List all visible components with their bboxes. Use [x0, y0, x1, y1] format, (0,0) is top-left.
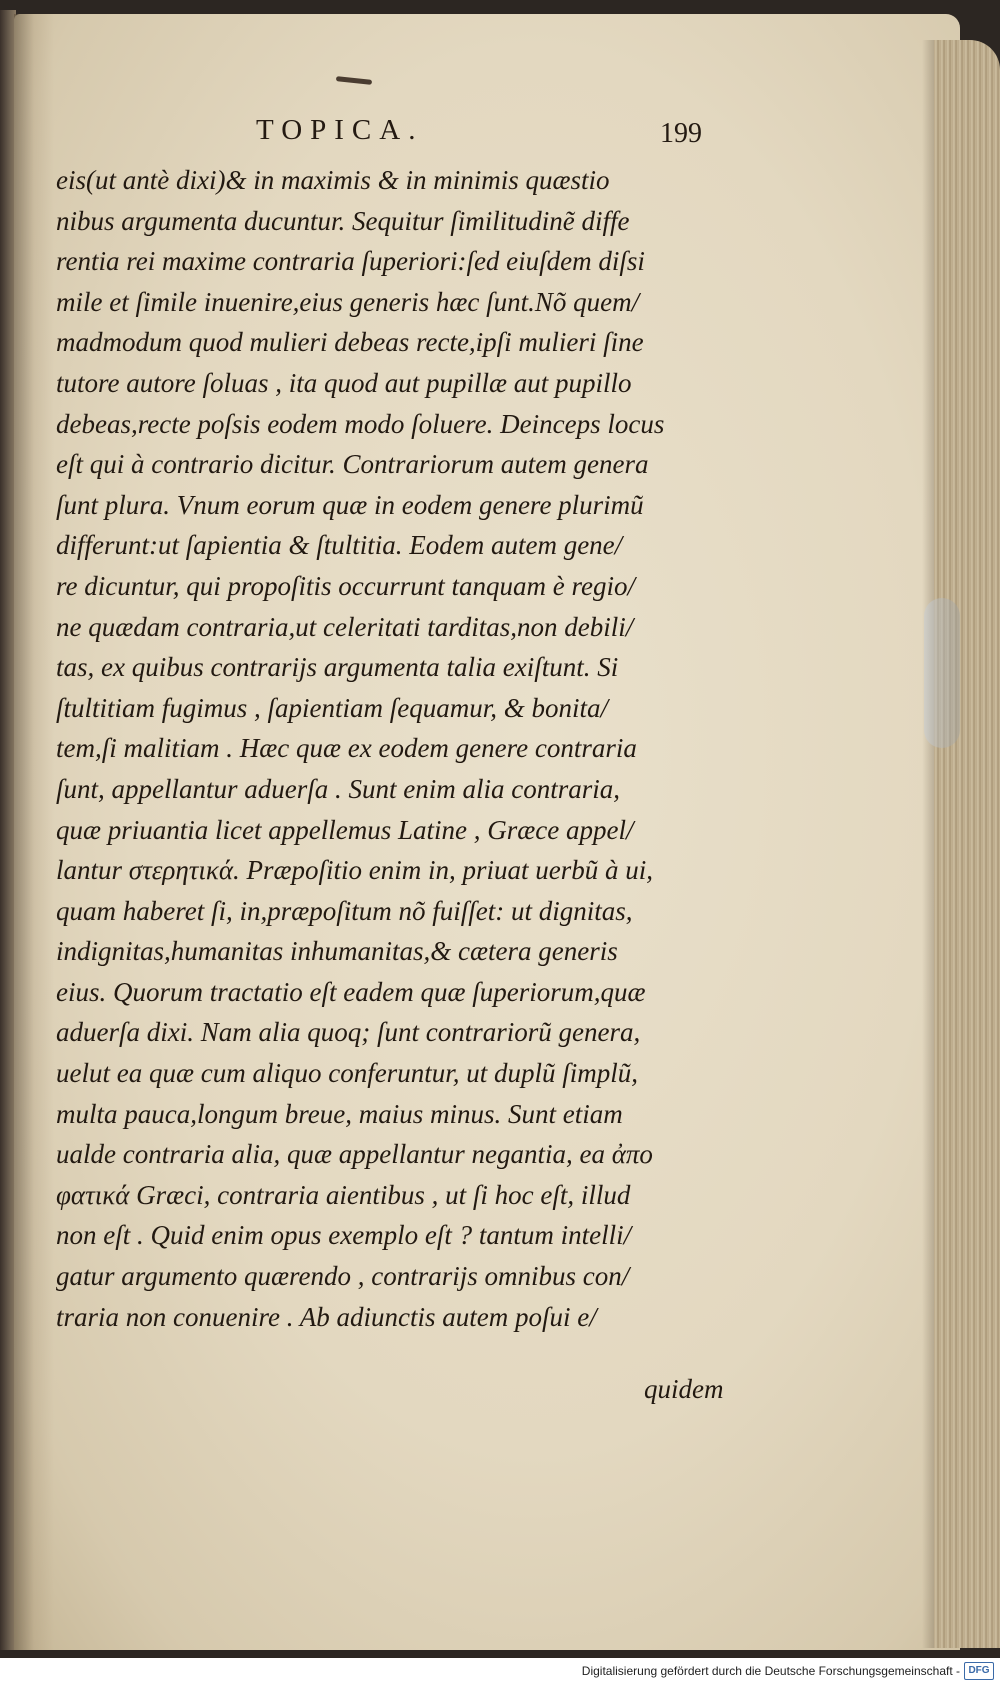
- text-line: quæ priuantia licet appellemus Latine , Græce appel/: [56, 814, 634, 845]
- page-gutter-shadow: [14, 14, 54, 1650]
- text-line: ualde contraria alia, quæ appellantur negantia, ea ἀπο: [56, 1139, 653, 1170]
- text-line: uelut ea quæ cum aliquo conferuntur, ut duplũ ſimplũ,: [56, 1058, 638, 1089]
- text-line: ſunt plura. Vnum eorum quæ in eodem genere plurimũ: [56, 489, 644, 520]
- text-line: eſt qui à contrario dicitur. Contrariorum autem genera: [56, 449, 649, 480]
- text-line: gatur argumento quærendo , contrarijs omnibus con/: [56, 1261, 630, 1292]
- page-clip: [924, 598, 960, 748]
- text-line: non eſt . Quid enim opus exemplo eſt ? tantum intelli/: [56, 1220, 632, 1251]
- running-head: TOPICA.: [256, 114, 424, 146]
- catchword: quidem: [644, 1374, 724, 1404]
- text-line: tutore autore ſoluas , ita quod aut pupillæ aut pupillo: [56, 367, 632, 398]
- text-line: ne quædam contraria,ut celeritati tarditas,non debili/: [56, 611, 634, 642]
- text-block: [56, 160, 756, 1337]
- text-line: tem,ſi malitiam . Hæc quæ ex eodem genere contraria: [56, 733, 637, 764]
- text-line: nibus argumenta ducuntur. Sequitur ſimilitudinẽ diffe: [56, 205, 630, 236]
- fore-edge: [934, 40, 1000, 1648]
- text-line: aduerſa dixi. Nam alia quoq; ſunt contrariorũ genera,: [56, 1017, 641, 1048]
- text-line: lantur στερητικά. Præpoſitio enim in, priuat uerbũ à ui,: [56, 855, 654, 886]
- text-line: rentia rei maxime contraria ſuperiori:ſed eiuſdem diſsi: [56, 246, 645, 277]
- text-line: φατικά Græci, contraria aientibus , ut ſi hoc eſt, illud: [56, 1179, 631, 1210]
- text-line: indignitas,humanitas inhumanitas,& cætera generis: [56, 936, 618, 967]
- text-line: quam haberet ſi, in,præpoſitum nõ fuiſſet: ut dignitas,: [56, 895, 633, 926]
- page-number: 199: [660, 118, 702, 149]
- text-line: differunt:ut ſapientia & ſtultitia. Eodem autem gene/: [56, 530, 623, 561]
- text-line: eis(ut antè dixi)& in maximis & in minimis quæstio: [56, 165, 610, 195]
- text-line: ſunt, appellantur aduerſa . Sunt enim alia contraria,: [56, 773, 620, 804]
- text-line: eius. Quorum tractatio eſt eadem quæ ſuperiorum,quæ: [56, 976, 646, 1007]
- footer-bar: [0, 1658, 1000, 1685]
- text-line: multa pauca,longum breue, maius minus. Sunt etiam: [56, 1098, 623, 1129]
- text-line: traria non conuenire . Ab adiunctis autem poſui e/: [56, 1301, 597, 1332]
- funding-credit: Digitalisierung gefördert durch die Deutsche Forschungsgemeinschaft -: [581, 1664, 960, 1678]
- text-line: debeas,recte poſsis eodem modo ſoluere. Deinceps locus: [56, 408, 665, 439]
- text-line: tas, ex quibus contrarijs argumenta talia exiſtunt. Si: [56, 652, 619, 683]
- text-line: ſtultitiam fugimus , ſapientiam ſequamur, & bonita/: [56, 692, 609, 723]
- text-line: mile et ſimile inuenire,eius generis hæc ſunt.Nõ quem/: [56, 286, 640, 317]
- text-line: madmodum quod mulieri debeas recte,ipſi mulieri ſine: [56, 327, 644, 358]
- text-line: re dicuntur, qui propoſitis occurrunt tanquam è regio/: [56, 570, 635, 601]
- dfg-logo-icon: DFG: [964, 1662, 994, 1680]
